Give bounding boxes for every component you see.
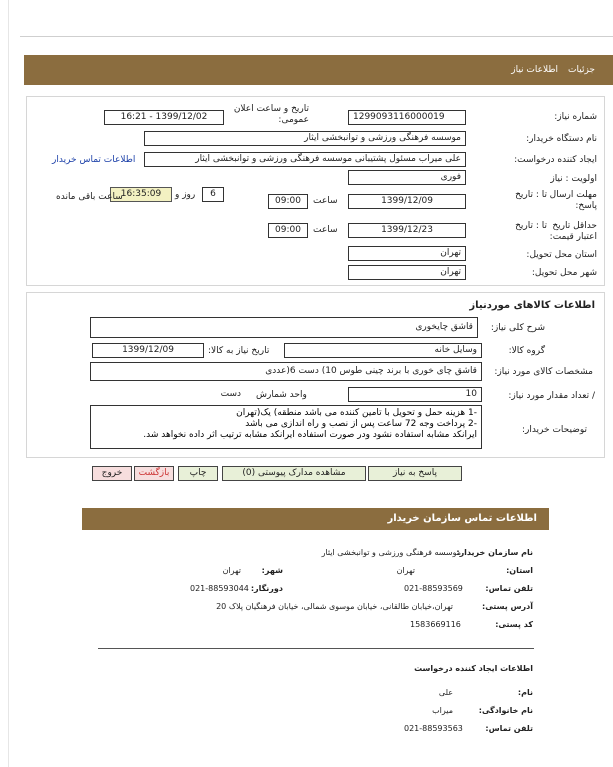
deadline-label: مهلت ارسال پاسخ: xyxy=(549,190,597,211)
contact-postal-label: کد پستی: xyxy=(495,620,533,629)
remaining-time-box: 16:35:09 xyxy=(110,187,172,202)
page-header xyxy=(24,55,613,85)
creator-section-title: اطلاعات ایجاد کننده درخواست xyxy=(414,664,533,673)
print-button[interactable]: چاپ xyxy=(178,466,218,481)
unit-field: دست xyxy=(168,387,246,402)
contact-org-value: موسسه فرهنگی ورزشی و توانبخشی ایثار xyxy=(321,548,461,557)
spec-field: قاشق چای خوری با برند چینی طوس 10) دست 6(عددی xyxy=(90,362,482,381)
spec-label: مشخصات کالای مورد نیاز: xyxy=(494,367,593,377)
deadline-time-label: ساعت xyxy=(313,196,338,206)
buyer-contact-link[interactable]: اطلاعات تماس خریدار xyxy=(52,155,136,165)
creator-field: علی میراب مسئول پشتیبانی موسسه فرهنگی ورزشی و توانبخشی ایثار xyxy=(144,152,466,167)
creator-phone-value: 021-88593563 xyxy=(404,724,463,733)
contact-phone-label: تلفن تماس: xyxy=(485,584,533,593)
summary-field: قاشق چایخوری xyxy=(90,317,478,338)
desc-label: توضیحات خریدار: xyxy=(521,425,587,435)
view-docs-button[interactable]: مشاهده مدارک پیوستی (0) xyxy=(222,466,366,481)
creator-label: ایجاد کننده درخواست: xyxy=(514,155,597,165)
unit-label: واحد شمارش xyxy=(256,390,307,400)
contact-province-label: استان: xyxy=(506,566,533,575)
deadline-to-date-label: تا : تاریخ xyxy=(515,190,547,200)
left-border-line xyxy=(8,0,9,767)
need-date-label: تاریخ نیاز به کالا: xyxy=(208,346,270,356)
org-label: نام دستگاه خریدار: xyxy=(526,134,597,144)
exit-button[interactable]: خروج xyxy=(92,466,132,481)
top-divider xyxy=(20,36,613,37)
back-button[interactable]: بازگشت xyxy=(134,466,174,481)
summary-label: شرح کلی نیاز: xyxy=(490,323,545,333)
province-label: استان محل تحویل: xyxy=(526,250,597,260)
contact-postal-value: 1583669116 xyxy=(410,620,461,629)
creator-family-value: میراب xyxy=(432,706,453,715)
announce-field: 1399/12/02 - 16:21 xyxy=(104,110,224,125)
reply-button[interactable]: پاسخ به نیاز xyxy=(368,466,462,481)
contact-address-value: تهران،خیابان طالقانی، خیابان موسوی شمالی، خیابان فرهنگیان پلاک 20 xyxy=(216,602,453,611)
group-label: گروه کالا: xyxy=(508,346,545,356)
qty-field: 10 xyxy=(348,387,482,402)
contact-address-label: آدرس پستی: xyxy=(482,602,533,611)
validity-label: حداقل تاریخ اعتبار قیمت: xyxy=(549,221,597,242)
desc-field[interactable] xyxy=(90,405,482,449)
contact-city-label: شهر: xyxy=(261,566,283,575)
creator-name-value: علی xyxy=(438,688,453,697)
goods-title: اطلاعات کالاهای موردنیاز xyxy=(469,300,595,311)
creator-phone-label: تلفن تماس: xyxy=(485,724,533,733)
validity-time-label: ساعت xyxy=(313,225,338,235)
contact-header: اطلاعات تماس سازمان خریدار xyxy=(82,508,549,530)
deadline-time-field: 09:00 xyxy=(268,194,308,209)
validity-date-field: 1399/12/23 xyxy=(348,223,466,238)
header-subtitle[interactable]: اطلاعات نیاز xyxy=(511,65,559,75)
creator-name-label: نام: xyxy=(517,688,533,697)
city-label: شهر محل تحویل: xyxy=(531,268,597,278)
days-field: 6 xyxy=(202,187,224,202)
province-field: تهران xyxy=(348,246,466,261)
city-field: تهران xyxy=(348,265,466,280)
contact-fax-value: 021-88593044 xyxy=(190,584,249,593)
need-number-label: شماره نیاز: xyxy=(554,112,597,122)
validity-time-field: 09:00 xyxy=(268,223,308,238)
priority-field: فوری xyxy=(348,170,466,185)
need-number-field: 1299093116000019 xyxy=(348,110,466,125)
deadline-date-field: 1399/12/09 xyxy=(348,194,466,209)
announce-label: تاریخ و ساعت اعلان عمومی: xyxy=(233,104,309,125)
qty-label: / تعداد مقدار مورد نیاز: xyxy=(508,391,595,401)
contact-city-value: تهران xyxy=(222,566,241,575)
org-field: موسسه فرهنگی ورزشی و توانبخشی ایثار xyxy=(144,131,466,146)
group-field: وسایل خانه xyxy=(284,343,482,358)
header-title[interactable]: جزئیات xyxy=(568,65,595,75)
contact-divider xyxy=(98,648,534,649)
contact-phone-value: 021-88593569 xyxy=(404,584,463,593)
contact-fax-label: دورنگار: xyxy=(250,584,283,593)
contact-org-label: نام سازمان خریدار: xyxy=(456,548,533,557)
remaining-label: ساعت باقی مانده xyxy=(56,192,123,202)
validity-to-date-label: تا : تاریخ xyxy=(515,221,547,231)
contact-province-value: تهران xyxy=(396,566,415,575)
days-label: روز و xyxy=(175,190,196,200)
creator-family-label: نام خانوادگی: xyxy=(478,706,533,715)
priority-label: اولویت : نیاز xyxy=(550,174,597,184)
need-date-field: 1399/12/09 xyxy=(92,343,204,358)
